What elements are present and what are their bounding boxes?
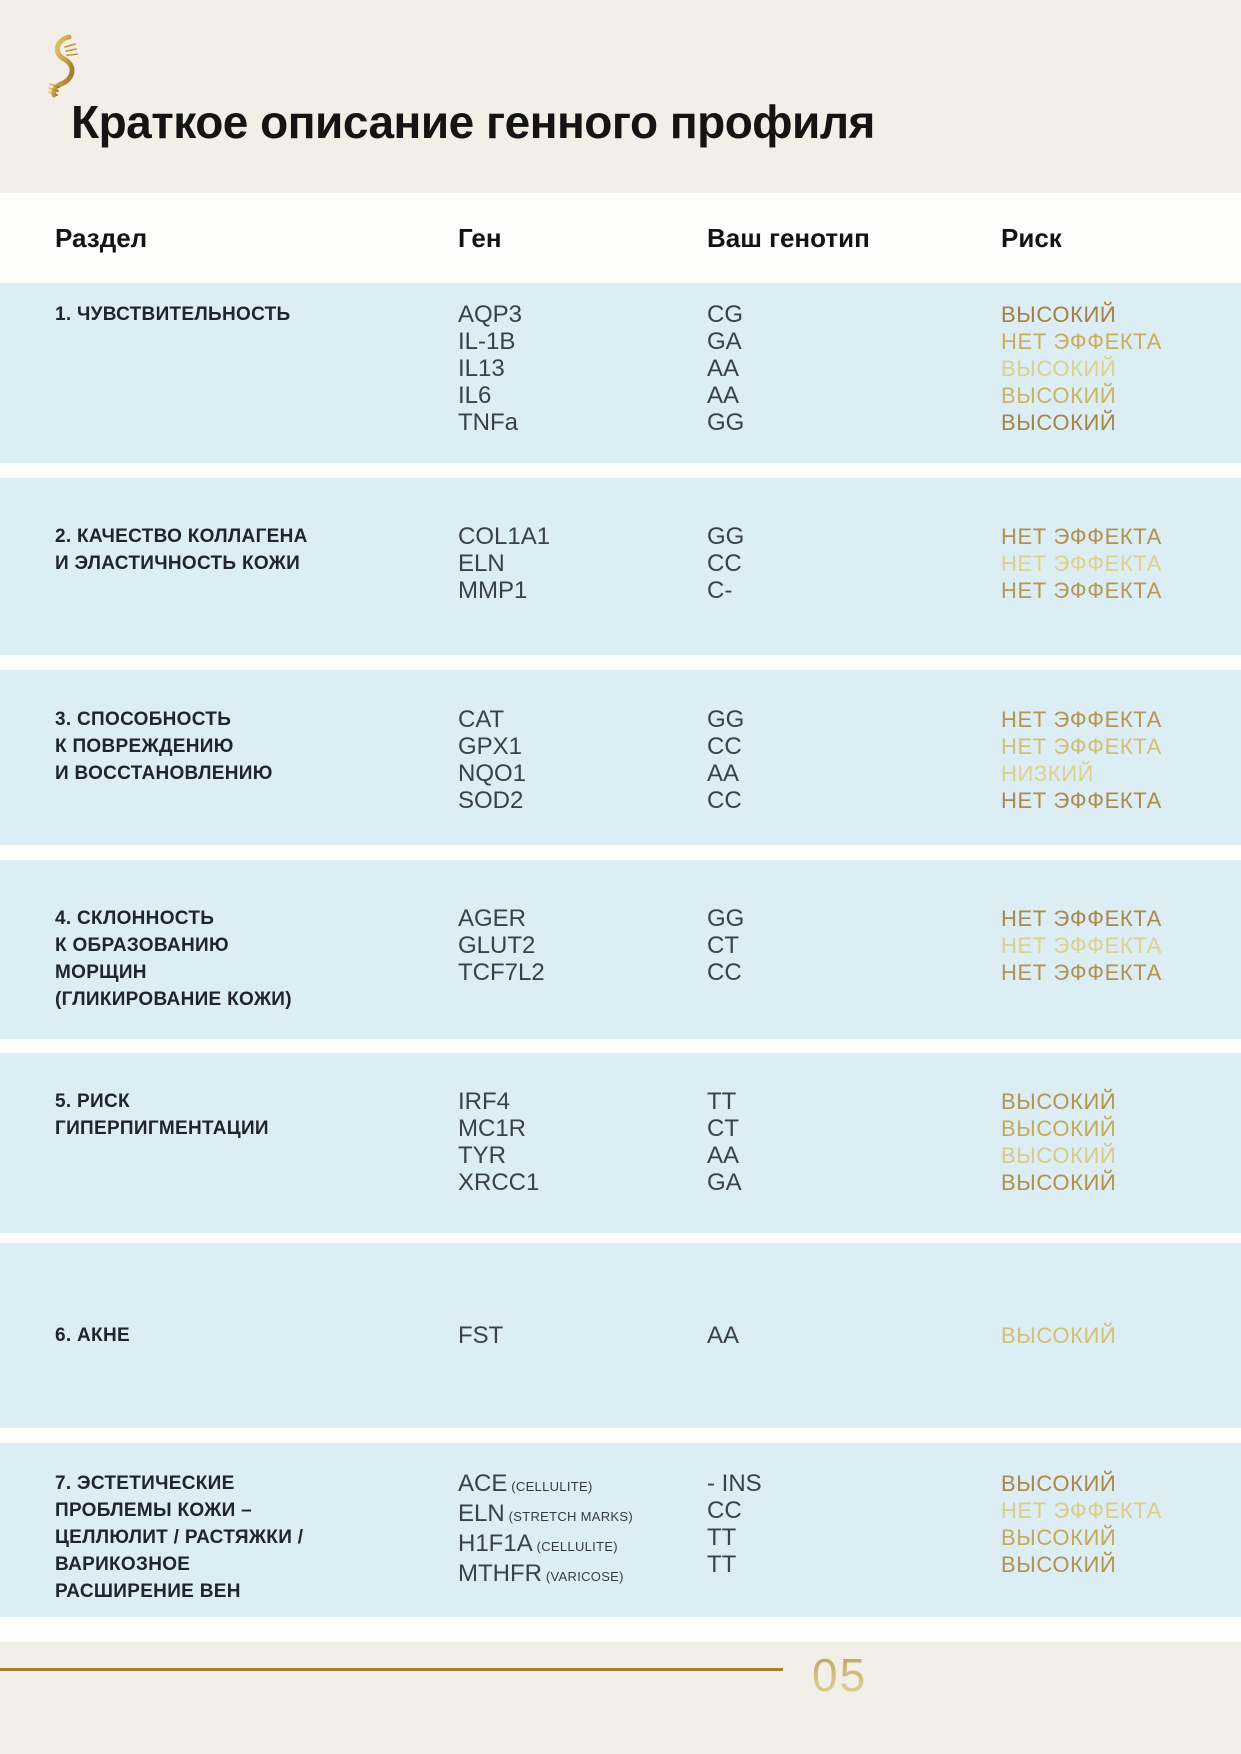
risk-column xyxy=(1001,905,1241,1039)
gene-name: IL6 xyxy=(458,382,492,409)
genotype-value: AA xyxy=(707,1322,740,1349)
section-label-line: 5. РИСК xyxy=(55,1091,130,1112)
gene-name: GLUT2 xyxy=(458,932,536,959)
risk-level: ВЫСОКИЙ xyxy=(1001,1089,1117,1114)
genotype-value: CT xyxy=(707,932,739,959)
risk-level: НЕТ ЭФФЕКТА xyxy=(1001,734,1162,759)
genotype-value: GG xyxy=(707,706,745,733)
risk-level: ВЫСОКИЙ xyxy=(1001,1170,1117,1195)
gene-name: AGER xyxy=(458,905,527,932)
section-label-line: ПРОБЛЕМЫ КОЖИ – xyxy=(55,1500,253,1521)
gene-name: FST xyxy=(458,1322,504,1349)
gene-note: (CELLULITE) xyxy=(507,1479,593,1494)
gene-name: TYR xyxy=(458,1142,506,1169)
gene-name: NQO1 xyxy=(458,760,527,787)
gene-name: CAT xyxy=(458,706,505,733)
gene-name: ACE (CELLULITE) xyxy=(458,1470,593,1497)
genotype-value: AA xyxy=(707,382,740,409)
column-header-gene: Ген xyxy=(458,222,502,253)
risk-column xyxy=(1001,523,1241,655)
gene-name: IL13 xyxy=(458,355,505,382)
gene-name: MMP1 xyxy=(458,577,528,604)
gene-column xyxy=(458,301,707,463)
gene-name: SOD2 xyxy=(458,787,524,814)
dna-helix-icon xyxy=(44,34,82,104)
gene-column xyxy=(458,1088,707,1233)
section-label-line: К ПОВРЕЖДЕНИЮ xyxy=(55,736,234,757)
risk-level: НЕТ ЭФФЕКТА xyxy=(1001,329,1162,354)
genotype-value: CC xyxy=(707,959,742,986)
gene-column xyxy=(458,1322,707,1428)
gold-divider-line xyxy=(0,1668,783,1671)
page-number: 05 xyxy=(812,1649,868,1701)
genotype-column xyxy=(707,706,1001,845)
column-header-risk: Риск xyxy=(1001,222,1062,253)
table-header-row xyxy=(0,193,1241,283)
genotype-value: CC xyxy=(707,1497,742,1524)
genotype-value: CC xyxy=(707,550,742,577)
genotype-value: - INS xyxy=(707,1470,762,1497)
section-label-line: И ВОССТАНОВЛЕНИЮ xyxy=(55,763,273,784)
profile-section xyxy=(0,860,1241,1039)
risk-level: НЕТ ЭФФЕКТА xyxy=(1001,933,1162,958)
genotype-value: TT xyxy=(707,1524,737,1551)
column-header-section: Раздел xyxy=(55,222,148,253)
genotype-value: TT xyxy=(707,1551,737,1578)
risk-level: ВЫСОКИЙ xyxy=(1001,302,1117,327)
page-header xyxy=(0,0,1241,193)
risk-level: ВЫСОКИЙ xyxy=(1001,1116,1117,1141)
genotype-column xyxy=(707,523,1001,655)
page-footer xyxy=(0,1642,1241,1754)
gene-name: TCF7L2 xyxy=(458,959,545,986)
risk-level: НЕТ ЭФФЕКТА xyxy=(1001,906,1162,931)
section-label-line: 3. СПОСОБНОСТЬ xyxy=(55,709,232,730)
section-label-line: МОРЩИН xyxy=(55,962,147,983)
profile-section xyxy=(0,1053,1241,1233)
genotype-value: GA xyxy=(707,1169,742,1196)
section-label-line: К ОБРАЗОВАНИЮ xyxy=(55,935,229,956)
section-label xyxy=(55,523,458,655)
genotype-column xyxy=(707,1322,1001,1428)
profile-section xyxy=(0,670,1241,845)
section-label-line: И ЭЛАСТИЧНОСТЬ КОЖИ xyxy=(55,553,301,574)
genotype-value: GG xyxy=(707,905,745,932)
genotype-column xyxy=(707,301,1001,463)
section-label xyxy=(55,706,458,845)
risk-level: ВЫСОКИЙ xyxy=(1001,1143,1117,1168)
risk-column xyxy=(1001,1470,1241,1617)
risk-level: ВЫСОКИЙ xyxy=(1001,1323,1117,1348)
section-label-line: ЦЕЛЛЮЛИТ / РАСТЯЖКИ / xyxy=(55,1527,304,1548)
risk-column xyxy=(1001,1322,1241,1428)
genotype-column xyxy=(707,1470,1001,1617)
genotype-column xyxy=(707,1088,1001,1233)
gene-note: (STRETCH MARKS) xyxy=(504,1509,633,1524)
sections xyxy=(0,283,1241,1617)
section-label-line: 1. ЧУВСТВИТЕЛЬНОСТЬ xyxy=(55,304,291,325)
section-label xyxy=(55,1470,458,1617)
genotype-column xyxy=(707,905,1001,1039)
gene-column xyxy=(458,523,707,655)
genotype-value: AA xyxy=(707,760,740,787)
risk-level: ВЫСОКИЙ xyxy=(1001,1552,1117,1577)
genotype-value: CC xyxy=(707,733,742,760)
gene-name: MTHFR (VARICOSE) xyxy=(458,1560,624,1587)
genotype-value: GG xyxy=(707,523,745,550)
section-label xyxy=(55,1322,458,1428)
risk-level: НЕТ ЭФФЕКТА xyxy=(1001,524,1162,549)
gene-column xyxy=(458,706,707,845)
gene-name: GPX1 xyxy=(458,733,523,760)
genotype-value: TT xyxy=(707,1088,737,1115)
section-label-line: ВАРИКОЗНОЕ xyxy=(55,1554,191,1575)
profile-section xyxy=(0,1443,1241,1617)
section-label-line: ГИПЕРПИГМЕНТАЦИИ xyxy=(55,1118,269,1139)
gene-column xyxy=(458,905,707,1039)
gene-note: (CELLULITE) xyxy=(532,1539,618,1554)
gene-note: (VARICOSE) xyxy=(541,1569,624,1584)
gene-name: XRCC1 xyxy=(458,1169,540,1196)
risk-level: ВЫСОКИЙ xyxy=(1001,1471,1117,1496)
risk-level: НЕТ ЭФФЕКТА xyxy=(1001,578,1162,603)
risk-level: ВЫСОКИЙ xyxy=(1001,410,1117,435)
genotype-value: C- xyxy=(707,577,733,604)
section-label-line: 7. ЭСТЕТИЧЕСКИЕ xyxy=(55,1473,235,1494)
risk-level: НЕТ ЭФФЕКТА xyxy=(1001,960,1162,985)
profile-section xyxy=(0,478,1241,655)
section-label-line: 6. АКНЕ xyxy=(55,1325,130,1346)
section-label xyxy=(55,301,458,463)
genotype-value: AA xyxy=(707,355,740,382)
risk-level: НЕТ ЭФФЕКТА xyxy=(1001,1498,1162,1523)
column-header-genotype: Ваш генотип xyxy=(707,222,870,253)
gene-name: COL1A1 xyxy=(458,523,551,550)
section-label-line: (ГЛИКИРОВАНИЕ КОЖИ) xyxy=(55,989,292,1010)
risk-level: ВЫСОКИЙ xyxy=(1001,383,1117,408)
gene-column xyxy=(458,1470,707,1617)
risk-column xyxy=(1001,1088,1241,1233)
section-label-line: 2. КАЧЕСТВО КОЛЛАГЕНА xyxy=(55,526,308,547)
gene-name: H1F1A (CELLULITE) xyxy=(458,1530,618,1557)
genotype-value: GG xyxy=(707,409,745,436)
section-label xyxy=(55,1088,458,1233)
section-label-line: РАСШИРЕНИЕ ВЕН xyxy=(55,1581,241,1602)
gene-name: AQP3 xyxy=(458,301,523,328)
risk-level: НЕТ ЭФФЕКТА xyxy=(1001,551,1162,576)
genotype-value: GA xyxy=(707,328,742,355)
risk-level: НЕТ ЭФФЕКТА xyxy=(1001,788,1162,813)
risk-level: НЕТ ЭФФЕКТА xyxy=(1001,707,1162,732)
gene-name: IL-1B xyxy=(458,328,516,355)
risk-column xyxy=(1001,706,1241,845)
profile-section xyxy=(0,1243,1241,1428)
genotype-value: AA xyxy=(707,1142,740,1169)
profile-section xyxy=(0,283,1241,463)
gene-name: MC1R xyxy=(458,1115,527,1142)
page-title: Краткое описание генного профиля xyxy=(71,96,875,148)
genotype-value: CC xyxy=(707,787,742,814)
gene-name: IRF4 xyxy=(458,1088,511,1115)
risk-level: ВЫСОКИЙ xyxy=(1001,1525,1117,1550)
section-label-line: 4. СКЛОННОСТЬ xyxy=(55,908,215,929)
genotype-value: CT xyxy=(707,1115,739,1142)
genotype-value: CG xyxy=(707,301,743,328)
section-label xyxy=(55,905,458,1039)
gene-name: TNFa xyxy=(458,409,518,436)
risk-level: НИЗКИЙ xyxy=(1001,761,1095,786)
gene-name: ELN xyxy=(458,550,505,577)
risk-level: ВЫСОКИЙ xyxy=(1001,356,1117,381)
gene-name: ELN (STRETCH MARKS) xyxy=(458,1500,633,1527)
risk-column xyxy=(1001,301,1241,463)
